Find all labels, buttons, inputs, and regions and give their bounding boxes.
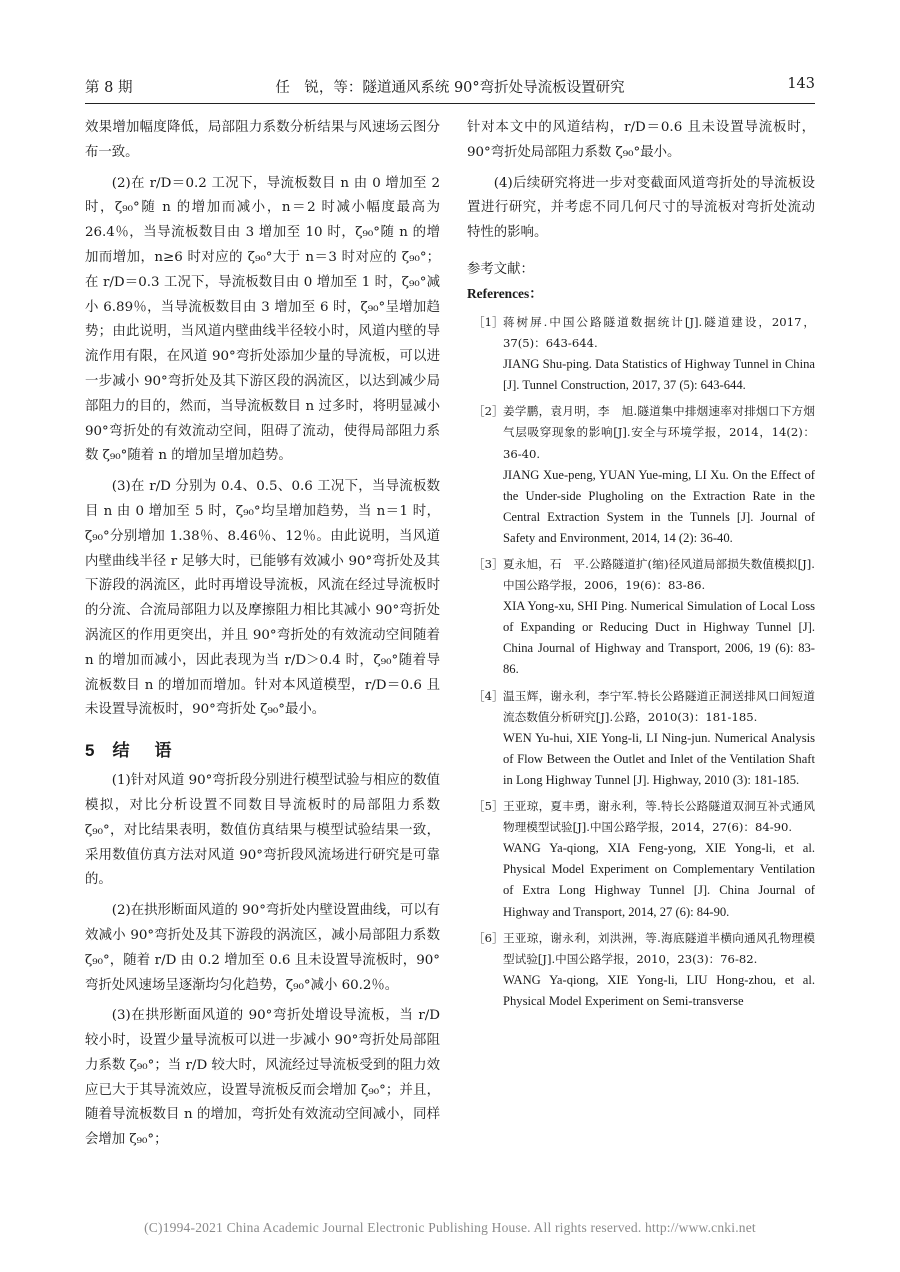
reference-cn: 夏永旭，石 平.公路隧道扩(缩)径风道局部损失数值模拟[J].中国公路学报，2006，19(6)：83-86. [503, 557, 815, 593]
reference-index: ［3］ [473, 557, 504, 572]
header-rule [85, 103, 815, 104]
reference-en: JIANG Xue-peng, YUAN Yue-ming, LI Xu. On the Effect of the Under-side Plugholing on the Extraction Rate in the Central Extraction System in the Tunnels [J]. Journal of Safety and Environment, 2014, 14 (2): 36-40. [503, 467, 815, 545]
reference-item [467, 554, 815, 681]
reference-cn: 王亚琼，谢永利，刘洪洲，等.海底隧道半横向通风孔物理模型试验[J].中国公路学报，2010，23(3)：76-82. [503, 930, 815, 966]
reference-index: ［1］ [473, 314, 504, 329]
right-column [467, 116, 815, 1017]
reference-en: XIA Yong-xu, SHI Ping. Numerical Simulation of Local Loss of Expanding or Reducing Duct in Highway Tunnel [J]. China Journal of Highway and Transport, 2006, 19 (6): 83-86. [503, 599, 815, 677]
section-heading [85, 736, 440, 761]
conclusion-item-3: (3)在拱形断面风道的 90°弯折处增设导流板，当 r/D 较小时，设置少量导流板可以进一步减小 90°弯折处局部阻力系数 ζ₉₀°；当 r/D 较大时，风流经过导流板受到的阻力效应已大于其导流效应，设置导流板反而会增加 ζ₉₀°；并且，随着导流板数目 n 的增加，弯折处有效流动空间减小，同样会增加 ζ₉₀°； [85, 1008, 440, 1148]
reference-item [467, 401, 815, 549]
reference-index: ［2］ [473, 404, 504, 419]
reference-index: ［4］ [473, 688, 504, 703]
reference-index: ［6］ [473, 930, 504, 945]
running-title: 任 锐，等：隧道通风系统 90°弯折处导流板设置研究 [275, 80, 625, 96]
reference-item [467, 796, 815, 923]
references-title-cn: 参考文献： [467, 261, 534, 277]
paragraph-item-2: (2)在 r/D＝0.2 工况下，导流板数目 n 由 0 增加至 2 时，ζ₉₀°随 n 的增加而减小，n＝2 时减小幅度最高为 26.4％，当导流板数目由 3 增加至 10 时，ζ₉₀°随 n 的增加而增加，n≥6 时对应的 ζ₉₀°大于 n＝3 时对应的 ζ₉₀°；在 r/D＝0.3 工况下，导流板数目由 0 增加至 1 时，ζ₉₀°减小 6.89％，当导流板数目由 3 增加至 6 时，ζ₉₀°呈增加趋势；由此说明，当风道内壁曲线半径较小时，风道内壁的导流作用有限，在风道 90°弯折处添加少量的导流板，可以进一步减小 90°弯折处及其下游区段的涡流区，以达到减少局部阻力的目的，然而，当导流板数目 n 过多时，将明显减小 90°弯折处的有效流动空间，阻碍了流动，使得局部阻力系数 ζ₉₀°随着 n 的增加呈增加趋势。 [85, 175, 440, 464]
running-header [85, 76, 815, 98]
section-number: 5 [85, 741, 99, 761]
reference-item [467, 928, 815, 1012]
reference-item [467, 686, 815, 791]
conclusion-item-2: (2)在拱形断面风道的 90°弯折处内壁设置曲线，可以有效减小 90°弯折处及其下游段的涡流区，减小局部阻力系数 ζ₉₀°，随着 r/D 由 0.2 增加至 0.6 且未设置导流板时，90°弯折处风速场呈逐渐均匀化趋势，ζ₉₀°减小 60.2％。 [85, 903, 440, 993]
reference-cn: 蒋树屏.中国公路隧道数据统计[J].隧道建设，2017，37(5)：643-644. [503, 314, 815, 351]
reference-en: WANG Ya-qiong, XIA Feng-yong, XIE Yong-li, et al. Physical Model Experiment on Complementary Ventilation of Extra Long Highway Tunnel [J]. China Journal of Highway and Transport, 2014, 27 (6): 84-90. [503, 841, 815, 919]
section-title: 结 语 [112, 741, 176, 761]
reference-list [467, 312, 815, 1012]
conclusion-item-4: (4)后续研究将进一步对变截面风道弯折处的导流板设置进行研究，并考虑不同几何尺寸的导流板对弯折处流动特性的影响。 [467, 175, 815, 241]
page-number: 143 [787, 76, 815, 92]
reference-cn: 王亚琼，夏丰勇，谢永利，等.特长公路隧道双洞互补式通风物理模型试验[J].中国公路学报，2014，27(6)：84-90. [503, 799, 815, 835]
reference-cn: 姜学鹏，袁月明，李 旭.隧道集中排烟速率对排烟口下方烟气层吸穿现象的影响[J].安全与环境学报，2014，14(2)：36-40. [503, 404, 815, 461]
reference-en: WEN Yu-hui, XIE Yong-li, LI Ning-jun. Numerical Analysis of Flow Between the Outlet and Inlet of the Ventilation Shaft in Long Highway Tunnel [J]. Highway, 2010 (3): 181-185. [503, 730, 815, 787]
copyright-footer: (C)1994-2021 China Academic Journal Electronic Publishing House. All rights reserved. http://www.cnki.net [144, 1220, 756, 1235]
paragraph-continued: 效果增加幅度降低，局部阻力系数分析结果与风速场云图分布一致。 [85, 120, 440, 160]
paragraph-item-3: (3)在 r/D 分别为 0.4、0.5、0.6 工况下，当导流板数目 n 由 0 增加至 5 时，ζ₉₀°均呈增加趋势，当 n＝1 时，ζ₉₀°分别增加 1.38％、8.46％、12％。由此说明，当风道内壁曲线半径 r 足够大时，已能够有效减小 90°弯折处及其下游段的涡流区，此时再增设导流板，风流在经过导流板时的分流、合流局部阻力以及摩擦阻力相比其减小 90°弯折处涡流区的作用更突出，并且 90°弯折处的有效流动空间随着 n 的增加而减小，因此表现为当 r/D＞0.4 时，ζ₉₀°随着导流板数目 n 的增加而增加。针对本风道模型，r/D＝0.6 且未设置导流板时，90°弯折处 ζ₉₀°最小。 [85, 479, 440, 718]
left-column [85, 116, 440, 1153]
reference-item [467, 312, 815, 396]
references-title-en: References： [467, 285, 543, 301]
conclusion-item-1: (1)针对风道 90°弯折段分别进行模型试验与相应的数值模拟，对比分析设置不同数目导流板时的局部阻力系数 ζ₉₀°，对比结果表明，数值仿真结果与模型试验结果一致，采用数值仿真方法对风道 90°弯折段风流场进行研究是可靠的。 [85, 773, 440, 888]
reference-en: WANG Ya-qiong, XIE Yong-li, LIU Hong-zhou, et al. Physical Model Experiment on Semi-transverse [503, 972, 815, 1008]
conclusion-item-3-continued: 针对本文中的风道结构，r/D＝0.6 且未设置导流板时，90°弯折处局部阻力系数 ζ₉₀°最小。 [467, 120, 815, 160]
issue-number: 第 8 期 [85, 80, 133, 96]
reference-en: JIANG Shu-ping. Data Statistics of Highway Tunnel in China [J]. Tunnel Construction, 2017, 37 (5): 643-644. [503, 357, 815, 393]
reference-index: ［5］ [473, 799, 504, 814]
reference-cn: 温玉辉，谢永利，李宁军.特长公路隧道正洞送排风口间短道流态数值分析研究[J].公路，2010(3)：181-185. [503, 688, 815, 724]
